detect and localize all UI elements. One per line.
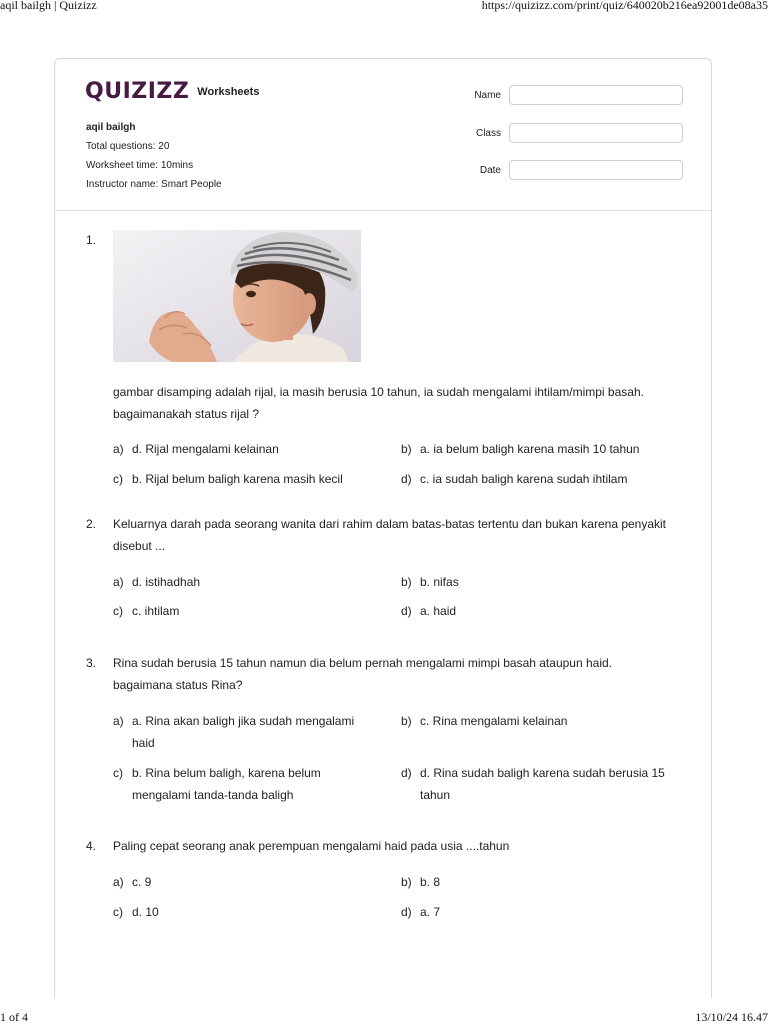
option-b[interactable]	[401, 571, 668, 593]
option-text: c. ihtilam	[132, 604, 180, 618]
option-letter: d)	[401, 472, 412, 486]
option-text: b. nifas	[420, 575, 459, 589]
question-text: gambar disamping adalah rijal, ia masih berusia 10 tahun, ia sudah mengalami ihtilam/mimpi basah. bagaimanakah status rijal ?	[113, 385, 644, 421]
class-field-row	[453, 123, 683, 143]
option-letter: a)	[113, 575, 124, 589]
name-field-row	[453, 85, 683, 105]
option-c[interactable]	[113, 468, 380, 490]
option-letter: c)	[113, 472, 123, 486]
option-text: c. Rina mengalami kelainan	[420, 714, 568, 728]
option-text: a. ia belum baligh karena masih 10 tahun	[420, 442, 640, 456]
option-letter: a)	[113, 442, 124, 456]
option-text: a. Rina akan baligh jika sudah mengalami haid	[132, 714, 355, 750]
worksheets-tag: Worksheets	[197, 85, 260, 98]
class-label: Class	[475, 127, 501, 139]
option-letter: b)	[401, 575, 412, 589]
worksheet-meta	[86, 118, 222, 194]
option-d[interactable]	[401, 901, 668, 923]
question-number: 4.	[86, 839, 97, 853]
option-letter: d)	[401, 604, 412, 618]
print-page-url: https://quizizz.com/print/quiz/640020b216ea92001de08a35	[481, 0, 768, 12]
option-text: c. ia sudah baligh karena sudah ihtilam	[420, 472, 628, 486]
date-field-row	[453, 160, 683, 180]
option-text: d. 10	[132, 905, 159, 919]
option-text: d. istihadhah	[132, 575, 201, 589]
question-number: 1.	[86, 233, 97, 247]
option-letter: c)	[113, 604, 123, 618]
boy-praying-illustration	[113, 230, 361, 362]
date-label: Date	[479, 164, 501, 176]
option-letter: b)	[401, 875, 412, 889]
option-b[interactable]	[401, 871, 668, 893]
option-text: b. 8	[420, 875, 441, 889]
option-b[interactable]	[401, 710, 668, 732]
option-d[interactable]	[401, 468, 668, 490]
option-a[interactable]	[113, 871, 380, 893]
option-d[interactable]	[401, 762, 668, 806]
class-input[interactable]	[509, 123, 683, 143]
question-text: Paling cepat seorang anak perempuan mengalami haid pada usia ....tahun	[113, 839, 510, 853]
option-letter: b)	[401, 442, 412, 456]
option-letter: c)	[113, 905, 123, 919]
option-b[interactable]	[401, 438, 668, 460]
option-a[interactable]	[113, 710, 380, 754]
option-text: d. Rina sudah baligh karena sudah berusia 15 tahun	[420, 766, 665, 802]
option-text: c. 9	[132, 875, 152, 889]
print-page-title: aqil bailgh | Quizizz	[0, 0, 97, 12]
option-text: b. Rina belum baligh, karena belum mengalami tanda-tanda baligh	[132, 766, 321, 802]
option-letter: b)	[401, 714, 412, 728]
worksheet-time: Worksheet time: 10mins	[86, 160, 194, 171]
page-counter: 1 of 4	[0, 1010, 28, 1024]
option-letter: c)	[113, 766, 123, 780]
option-letter: a)	[113, 875, 124, 889]
option-letter: a)	[113, 714, 124, 728]
question-number: 2.	[86, 517, 97, 531]
boy-praying-photo	[113, 230, 361, 362]
option-a[interactable]	[113, 571, 380, 593]
print-datetime: 13/10/24 16.47	[695, 1010, 768, 1024]
option-a[interactable]	[113, 438, 380, 460]
worksheet-title: aqil bailgh	[86, 122, 136, 133]
option-c[interactable]	[113, 901, 380, 923]
option-c[interactable]	[113, 762, 380, 806]
option-text: a. haid	[420, 604, 457, 618]
option-text: b. Rijal belum baligh karena masih kecil	[132, 472, 343, 486]
question-text: Keluarnya darah pada seorang wanita dari rahim dalam batas-batas tertentu dan bukan karena penyakit disebut ...	[113, 517, 667, 553]
option-c[interactable]	[113, 600, 380, 622]
quizizz-logo: QUIZIZZ	[85, 79, 190, 104]
brand	[85, 79, 259, 104]
instructor-name: Instructor name: Smart People	[86, 179, 222, 190]
name-label: Name	[474, 89, 501, 101]
option-text: d. Rijal mengalami kelainan	[132, 442, 279, 456]
total-questions: Total questions: 20	[86, 141, 170, 152]
option-letter: d)	[401, 905, 412, 919]
question-number: 3.	[86, 656, 97, 670]
option-letter: d)	[401, 766, 412, 780]
date-input[interactable]	[509, 160, 683, 180]
option-text: a. 7	[420, 905, 441, 919]
option-d[interactable]	[401, 600, 668, 622]
name-input[interactable]	[509, 85, 683, 105]
worksheet	[54, 58, 712, 998]
worksheet-header	[55, 59, 711, 211]
question-text: Rina sudah berusia 15 tahun namun dia belum pernah mengalami mimpi basah ataupun haid. bagaimana status Rina?	[113, 656, 612, 692]
